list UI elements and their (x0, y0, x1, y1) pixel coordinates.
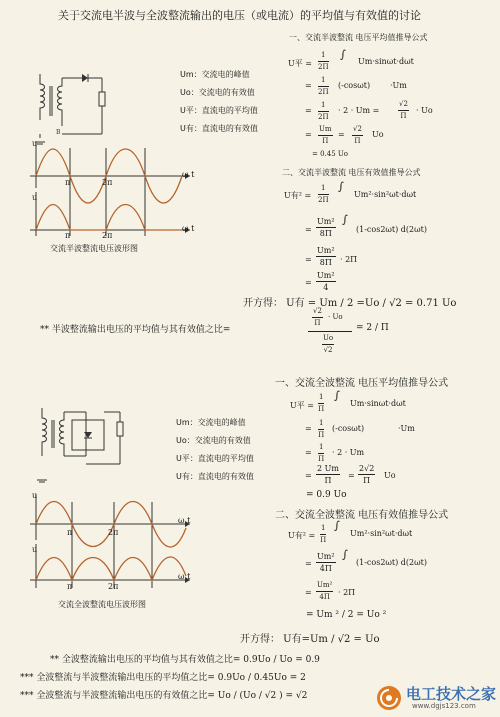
legend-urms: U有：直流电的有效值 (180, 124, 258, 133)
half-wave-circuit-diagram (32, 64, 112, 144)
legend-um: Um：交流电的峰值 (176, 418, 246, 427)
half-avg-line1: Um·sinωt·dωt (358, 57, 414, 66)
pi-tick: π (67, 582, 73, 591)
eq: = (305, 559, 312, 568)
two-pi-tick: 2π (108, 582, 119, 591)
eq: = (305, 130, 312, 139)
half-rms-line3-tail: · 2Π (340, 255, 358, 264)
half-avg-heading: 一、交流半波整流 电压平均值推导公式 (289, 33, 428, 42)
half-ratio-text: ** 半波整流输出电压的平均值与其有效值之比= (40, 325, 231, 335)
fraction: $\frac{2√2}{\Pi}$ (359, 464, 375, 485)
full-avg-result: = 0.9 Uo (306, 490, 347, 500)
full-wave-caption: 交流全波整流电压波形图 (58, 600, 146, 609)
integral-sign: ∫ (334, 519, 340, 532)
page-title: 关于交流电半波与全波整流输出的电压（或电流）的平均值与有效值的讨论 (58, 9, 421, 22)
half-avg-line3-tail: · Uo (416, 106, 433, 115)
axis-wt-label: ω t (182, 170, 195, 179)
fraction: $\frac{1}{\Pi}$ (318, 393, 325, 413)
half-avg-line2: (-cosωt) (338, 81, 371, 90)
eq: = (348, 471, 355, 480)
eq: = (305, 471, 312, 480)
legend-uavg: U平：直流电的平均值 (180, 106, 258, 115)
half-avg-lhs: U平 = (288, 59, 312, 68)
full-half-avg-ratio: *** 全波整流与半波整流输出电压的平均值之比= 0.9Uo / 0.45Uo = 2 (20, 673, 306, 683)
two-pi-tick: 2π (102, 178, 113, 187)
full-avg-heading: 一、交流全波整流 电压平均值推导公式 (275, 378, 449, 389)
eq: = (305, 424, 312, 433)
svg-text:B: B (56, 129, 61, 136)
eq: = (305, 106, 312, 115)
axis-wt-label: ω t (178, 516, 191, 525)
fraction: $\frac{1}{2\Pi}$ (318, 184, 329, 204)
full-wave-waveform (30, 492, 230, 592)
axis-wt-label: ω t (182, 224, 195, 233)
half-avg-line2-tail: ·Um (390, 81, 407, 90)
full-rms-line4: = Um ² / 2 = Uo ² (306, 610, 387, 620)
watermark-brand: 电工技术之家 (406, 685, 497, 703)
full-ratio-text: ** 全波整流输出电压的平均值与其有效值之比= 0.9Uo / Uo = 0.9 (50, 655, 320, 665)
integral-sign: ∫ (340, 48, 346, 61)
fraction: $\frac{2 Um}{\Pi}$ (317, 464, 339, 485)
half-avg-line4-tail: Uo (372, 130, 384, 139)
full-avg-line2-tail: ·Um (398, 424, 415, 433)
full-rms-line1: Um²·sin²ωt·dωt (350, 529, 413, 538)
fraction: $\frac{\text{Um²}}{8\Pi}$ (317, 246, 335, 267)
full-rms-line3-tail: · 2Π (338, 588, 356, 597)
fraction: $\frac{1}{\Pi}$ (318, 443, 325, 463)
fraction: $\frac{√2}{\Pi}$ (313, 307, 322, 327)
axis-u-label: u (32, 139, 38, 148)
integral-sign: ∫ (342, 548, 348, 561)
two-pi-tick: 2π (102, 231, 113, 240)
fraction: $\frac{√2}{\Pi}$ (399, 100, 408, 120)
two-pi-tick: 2π (108, 528, 119, 537)
half-rms-lhs: U有² = (284, 191, 312, 200)
fraction: $\frac{1}{\Pi}$ (318, 419, 325, 439)
pi-tick: π (67, 528, 73, 537)
half-wave-caption: 交流半波整流电压波形图 (50, 244, 138, 253)
fraction: $\frac{1}{\Pi}$ (320, 524, 327, 544)
half-rms-heading: 二、交流半波整流 电压有效值推导公式 (282, 168, 421, 177)
eq: = (338, 130, 345, 139)
fraction: $\frac{1}{2\Pi}$ (318, 101, 329, 121)
axis-u-label: u (32, 193, 38, 202)
fraction: $\frac{\text{Um²}}{8\Pi}$ (317, 217, 335, 238)
eq: = (305, 278, 312, 287)
half-wave-waveform (30, 140, 230, 240)
half-avg-line3: · 2 · Um = (338, 106, 380, 115)
full-avg-line1: Um·sinωt·dωt (350, 399, 406, 408)
ratio-top-tail: · Uo (328, 313, 343, 321)
full-rms-heading: 二、交流全波整流 电压有效值推导公式 (275, 510, 449, 521)
half-avg-result: = 0.45 Uo (312, 150, 349, 158)
full-half-rms-ratio: *** 全波整流与半波整流输出电压的有效值之比= Uo / (Uo / √2 ) = √2 (20, 691, 308, 701)
eq: = (305, 81, 312, 90)
eq: = (305, 255, 312, 264)
fraction: $\frac{Um}{\Pi}$ (319, 125, 332, 145)
full-avg-lhs: U平 = (290, 401, 314, 410)
eq: = (305, 448, 312, 457)
watermark-logo-icon (376, 685, 402, 711)
full-avg-line3: · 2 · Um (332, 448, 365, 457)
full-sqrt-result: 开方得： U有=Um / √2 = Uo (240, 634, 380, 645)
half-sqrt-result: 开方得： U有 = Um / 2 =Uo / √2 = 0.71 Uo (243, 298, 457, 309)
fraction: $\frac{\text{Um²}}{4}$ (317, 271, 335, 292)
axis-wt-label: ω t (178, 572, 191, 581)
full-wave-circuit-diagram (34, 400, 144, 490)
full-rms-lhs: U有² = (288, 531, 316, 540)
eq: = (305, 225, 312, 234)
fraction: $\frac{\text{Um²}}{4\Pi}$ (317, 581, 333, 601)
legend-um: Um：交流电的峰值 (180, 70, 250, 79)
half-rms-line2: (1-cos2ωt) d(2ωt) (356, 225, 427, 234)
axis-u-label: u (32, 491, 38, 500)
watermark (376, 683, 496, 713)
watermark-url: www.dgjs123.com (412, 702, 476, 710)
pi-tick: π (65, 231, 71, 240)
fraction: $\frac{1}{2\Pi}$ (318, 51, 329, 71)
full-avg-line4-tail: Uo (384, 471, 396, 480)
integral-sign: ∫ (334, 389, 340, 402)
fraction: $\frac{√2}{\Pi}$ (353, 125, 362, 145)
eq: = (305, 588, 312, 597)
full-rms-line2: (1-cos2ωt) d(2ωt) (356, 558, 427, 567)
integral-sign: ∫ (338, 180, 344, 193)
legend-urms: U有：直流电的有效值 (176, 472, 254, 481)
fraction: $\frac{1}{2\Pi}$ (318, 76, 329, 96)
half-rms-line1: Um²·sin²ωt·dωt (354, 190, 417, 199)
pi-tick: π (65, 178, 71, 187)
half-ratio-result: = 2 / Π (356, 323, 389, 333)
full-avg-line2: (-cosωt) (332, 424, 365, 433)
legend-uo: Uo：交流电的有效值 (176, 436, 251, 445)
axis-u-label: u (32, 545, 38, 554)
legend-uo: Uo：交流电的有效值 (180, 88, 255, 97)
fraction: $\frac{Uo}{√2}$ (323, 334, 334, 354)
integral-sign: ∫ (342, 213, 348, 226)
legend-uavg: U平：直流电的平均值 (176, 454, 254, 463)
fraction: $\frac{\text{Um²}}{4\Pi}$ (317, 552, 335, 573)
